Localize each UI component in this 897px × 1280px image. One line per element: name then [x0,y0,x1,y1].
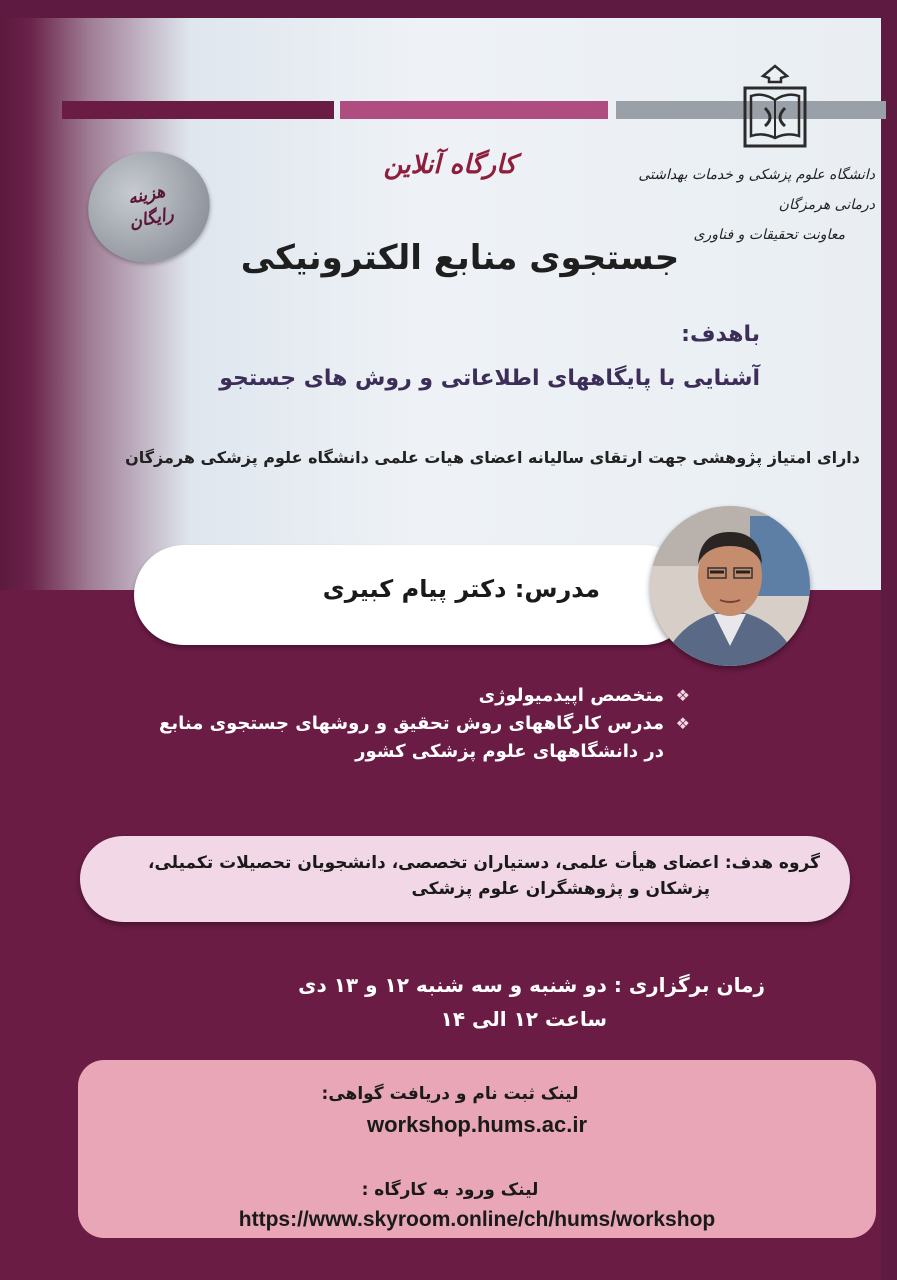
header-bar-pink [340,101,608,119]
schedule [200,968,765,1036]
page-title: جستجوی منابع الکترونیکی [240,238,680,278]
credential-2: مدرس کارگاههای روش تحقیق و روشهای جستجوی منابع [159,713,664,734]
credit-text: دارای امتیاز پژوهشی جهت ارتقای سالیانه اعضای هیات علمی دانشگاه علوم پزشکی هرمزگان [125,448,860,467]
register-link-label: لینک ثبت نام و دریافت گواهی: [321,1084,579,1104]
enter-link-label: لینک ورود به کارگاه : [361,1180,539,1200]
right-border [881,0,897,1280]
target-line-1: گروه هدف: اعضای هیأت علمی، دستیاران تخصصی، دانشجویان تحصیلات تکمیلی، [148,853,820,873]
badge-line-2: رایگان [127,204,176,234]
instructor-photo [650,506,810,666]
schedule-hours: ساعت ۱۲ الی ۱۴ [440,1007,607,1031]
list-item [90,682,690,710]
enter-link[interactable]: https://www.skyroom.online/ch/hums/workshop [238,1208,716,1231]
university-logo-icon [735,62,815,152]
university-line-1: دانشگاه علوم پزشکی و خدمات بهداشتی درمانی هرمزگان [638,167,875,213]
credential-1: متخصص اپیدمیولوژی [478,685,664,706]
list-item [90,710,690,738]
diamond-bullet-icon: ❖ [675,686,690,705]
instructor-credentials [90,682,690,766]
goal-label: باهدف: [681,322,760,347]
badge-line-1: هزینه [126,181,167,209]
target-group-text [110,850,820,902]
register-link[interactable]: workshop.hums.ac.ir [366,1112,588,1137]
instructor-name: مدرس: دکتر پیام کبیری [322,575,600,603]
target-line-2: پزشکان و پژوهشگران علوم پزشکی [411,879,710,899]
online-workshop-subtitle: کارگاه آنلاین [383,150,517,180]
credential-2-continued: در دانشگاههای علوم پزشکی کشور [355,741,664,762]
goal-text: آشنایی با پایگاههای اطلاعاتی و روش های جستجو [219,366,760,391]
header-bar-maroon [62,101,334,119]
schedule-date: زمان برگزاری : دو شنبه و سه شنبه ۱۲ و ۱۳ دی [298,973,765,997]
top-border [0,0,897,18]
diamond-bullet-icon: ❖ [675,714,690,733]
university-line-2: معاونت تحقیقات و فناوری [693,227,845,243]
university-name [635,160,875,250]
